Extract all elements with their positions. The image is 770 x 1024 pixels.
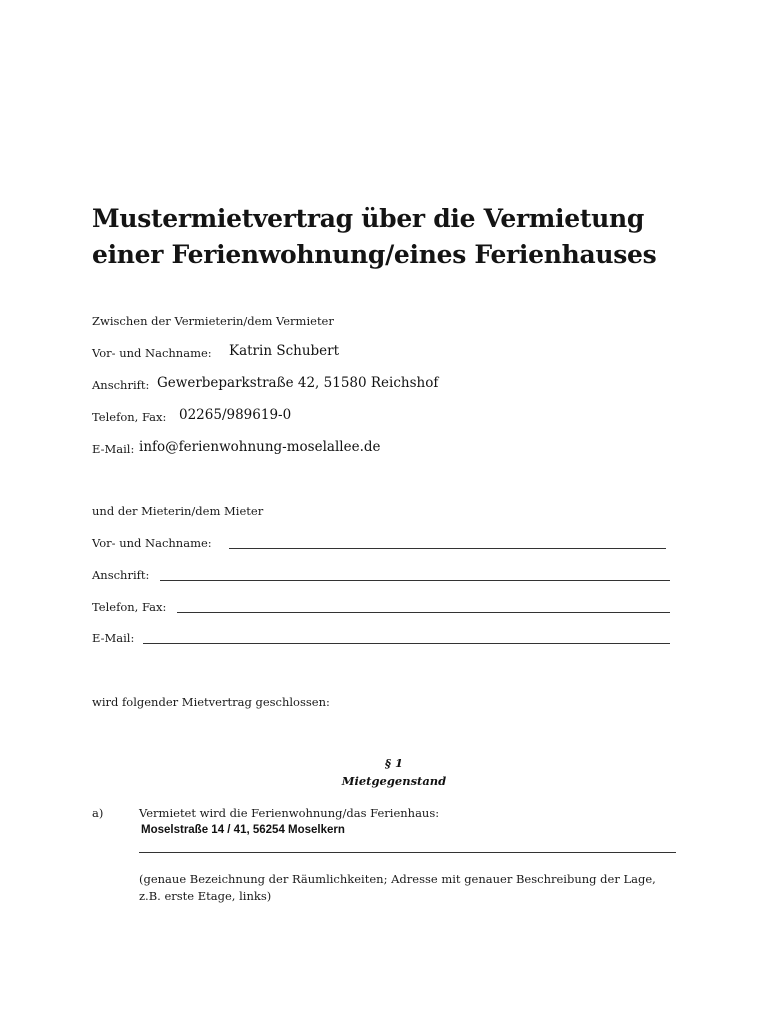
item-note-line-2: z.B. erste Etage, links): [139, 889, 272, 903]
tenant-address-field[interactable]: [160, 580, 670, 581]
landlord-intro: Zwischen der Vermieterin/dem Vermieter: [92, 314, 334, 328]
document-title-line-2: einer Ferienwohnung/eines Ferienhauses: [92, 240, 657, 269]
tenant-address-label: Anschrift:: [92, 568, 150, 582]
tenant-phone-label: Telefon, Fax:: [92, 600, 167, 614]
section-heading: Mietgegenstand: [341, 774, 447, 788]
rental-property-value[interactable]: Moselstraße 14 / 41, 56254 Moselkern: [141, 824, 345, 836]
rental-property-field[interactable]: [139, 852, 676, 853]
tenant-phone-field[interactable]: [177, 612, 670, 613]
document-title-line-1: Mustermietvertrag über die Vermietung: [92, 204, 644, 233]
tenant-name-field[interactable]: [229, 548, 666, 549]
tenant-email-label: E-Mail:: [92, 631, 135, 645]
landlord-phone-value[interactable]: 02265/989619-0: [179, 407, 292, 423]
section-number: § 1: [384, 756, 404, 770]
item-marker: a): [92, 806, 104, 820]
item-note-line-1: (genaue Bezeichnung der Räumlichkeiten; Adresse mit genauer Beschreibung der Lage,: [139, 872, 656, 886]
landlord-name-label: Vor- und Nachname:: [92, 346, 212, 360]
landlord-email-label: E-Mail:: [92, 442, 135, 456]
landlord-address-label: Anschrift:: [92, 378, 150, 392]
landlord-phone-label: Telefon, Fax:: [92, 410, 167, 424]
contract-conclusion: wird folgender Mietvertrag geschlossen:: [92, 695, 330, 709]
item-text: Vermietet wird die Ferienwohnung/das Ferienhaus:: [139, 806, 440, 820]
landlord-address-value[interactable]: Gewerbeparkstraße 42, 51580 Reichshof: [157, 375, 439, 391]
landlord-email-value[interactable]: info@ferienwohnung-moselallee.de: [139, 439, 381, 455]
tenant-intro: und der Mieterin/dem Mieter: [92, 504, 264, 518]
landlord-name-value[interactable]: Katrin Schubert: [229, 343, 340, 359]
tenant-email-field[interactable]: [143, 643, 670, 644]
tenant-name-label: Vor- und Nachname:: [92, 536, 212, 550]
